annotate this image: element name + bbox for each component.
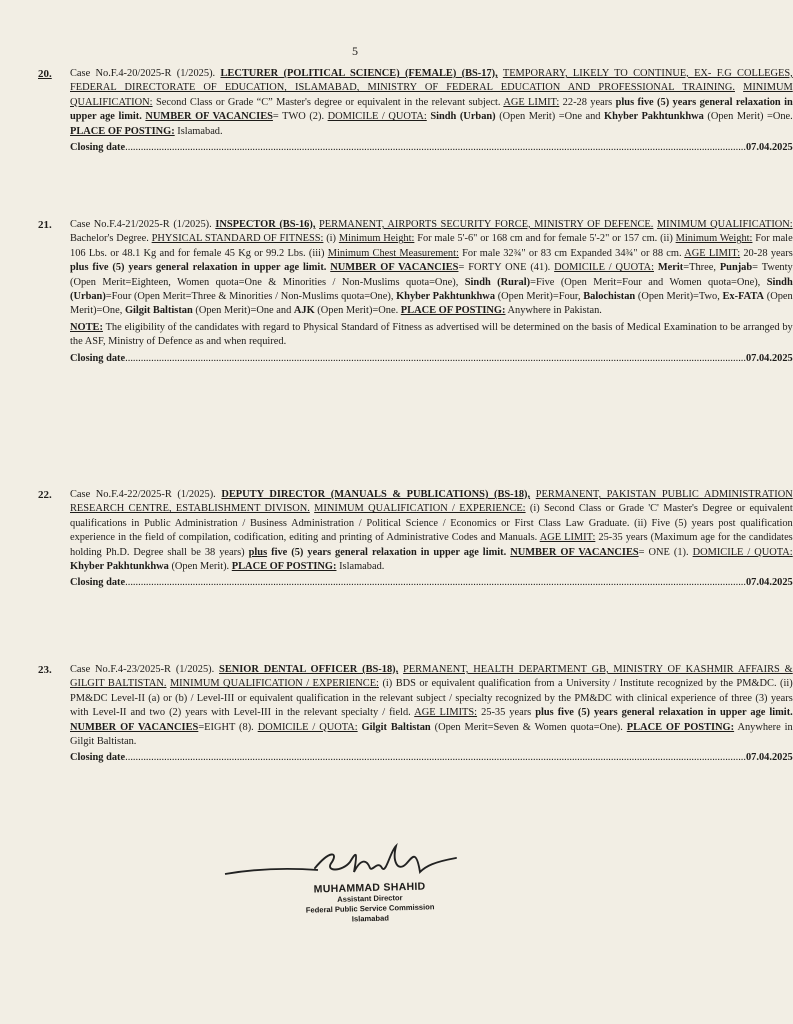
domicile-region: Sindh (Urban)	[430, 111, 496, 123]
posting-label: PLACE OF POSTING:	[70, 125, 175, 137]
domicile-detail: =Four (Open Merit=Three & Minorities / Non-Muslims quota=One),	[105, 291, 394, 303]
signatory-designation: Assistant Director	[337, 893, 403, 904]
weight-text: For male 106 Lbs. or 48.1 Kg and for female 45 Kg or 99.2 Lbs. (iii)	[70, 233, 793, 259]
domicile-region: Punjab	[719, 262, 753, 274]
domicile-region: Ex-FATA	[722, 291, 765, 303]
dot-leader	[125, 750, 746, 765]
closing-date-label: Closing date	[70, 752, 126, 764]
qualification-label: MINIMUM QUALIFICATION:	[656, 219, 793, 230]
age-limit-label: AGE LIMIT:	[539, 532, 596, 544]
signatory-city: Islamabad	[351, 913, 390, 924]
domicile-region: Sindh (Urban)	[70, 276, 793, 303]
age-relaxation: five (5) years general relaxation in upper age limit.	[271, 546, 507, 558]
domicile-detail: (Open Merit).	[171, 561, 230, 573]
domicile-detail: (Open Merit) =One and	[499, 111, 601, 123]
department: PERMANENT, AIRPORTS SECURITY FORCE, MINISTRY OF DEFENCE.	[319, 219, 654, 230]
height-label: Minimum Height:	[338, 233, 415, 245]
age-limit-value: 25-35 years (Maximum age for the candidates holding Ph.D. Degree shall be 38 years)	[70, 532, 793, 558]
domicile-detail: (Open Merit)=Two,	[637, 291, 720, 303]
vacancies-label: NUMBER OF VACANCIES	[510, 546, 639, 558]
age-plus: plus	[248, 546, 268, 558]
weight-label: Minimum Weight:	[675, 233, 753, 245]
domicile-detail: =Five (Open Merit=Four and Women quota=One),	[530, 276, 761, 288]
page-number: 5	[352, 44, 358, 58]
entry-body	[70, 218, 793, 366]
domicile-region: Balochistan	[583, 291, 636, 303]
age-limit-label: AGE LIMIT:	[684, 247, 741, 259]
entry-body	[70, 67, 793, 155]
note-text: The eligibility of the candidates with regard to Physical Standard of Fitness as advertised will be determined on the basis of Medical Examination to be arranged by the ASF, Ministry of Defence as and when required.	[70, 321, 793, 348]
height-text: For male 5'-6" or 168 cm and for female 5'-2" or 157 cm. (ii)	[417, 233, 673, 245]
domicile-region: Gilgit Baltistan	[124, 305, 193, 317]
age-relaxation: plus five (5) years general relaxation in upper age limit.	[70, 96, 793, 123]
chest-label: Minimum Chest Measurement:	[327, 247, 459, 259]
domicile-label: DOMICILE / QUOTA:	[692, 546, 793, 558]
domicile-detail: (Open Merit)=Four,	[497, 291, 581, 303]
vacancies-label: NUMBER OF VACANCIES	[330, 262, 459, 274]
case-number: Case No.F.4-22/2025-R (1/2025).	[70, 489, 216, 500]
entry-number: 22.	[38, 489, 52, 501]
closing-date-value: 07.04.2025	[745, 352, 793, 364]
age-limit-value: 25-35 years	[481, 707, 532, 719]
entry-body	[70, 663, 793, 765]
dot-leader	[125, 575, 746, 590]
post-title: INSPECTOR (BS-16),	[215, 219, 316, 230]
advertisement-entry-22	[38, 488, 793, 590]
qualification-label: MINIMUM QUALIFICATION:	[70, 82, 793, 108]
posting-value: Islamabad.	[339, 561, 385, 573]
domicile-region: Khyber Pakhtunkhwa	[396, 291, 496, 303]
vacancies-value: = TWO (2).	[272, 111, 325, 123]
domicile-region: AJK	[293, 305, 315, 317]
signature-block	[249, 879, 490, 927]
domicile-detail: (Open Merit)=One.	[317, 305, 399, 317]
vacancies-value: = ONE (1).	[638, 546, 689, 558]
entry-number: 21.	[38, 219, 52, 231]
signatory-name: MUHAMMAD SHAHID	[313, 880, 426, 896]
closing-date-row	[70, 750, 793, 765]
qualification-text: Bachelor's Degree.	[70, 233, 149, 245]
closing-date-label: Closing date	[70, 577, 126, 589]
note-label: NOTE:	[70, 321, 103, 333]
age-relaxation: plus five (5) years general relaxation in upper age limit.	[535, 707, 793, 719]
vacancies-label: NUMBER OF VACANCIES	[70, 721, 199, 733]
entry-number: 23.	[38, 664, 52, 676]
posting-value: Islamabad.	[177, 125, 223, 137]
domicile-region: Merit	[657, 262, 684, 274]
dot-leader	[125, 140, 746, 155]
post-title: LECTURER (POLITICAL SCIENCE) (FEMALE) (BS-17),	[220, 68, 498, 79]
qualification-label: MINIMUM QUALIFICATION / EXPERIENCE:	[169, 678, 379, 690]
domicile-detail: (Open Merit) =One.	[707, 111, 793, 123]
domicile-detail: (Open Merit)=One,	[70, 291, 793, 317]
closing-date-row	[70, 351, 793, 366]
closing-date-label: Closing date	[70, 352, 126, 364]
fitness-item-marker: (i)	[326, 233, 337, 245]
domicile-detail: (Open Merit=Seven & Women quota=One).	[434, 721, 623, 733]
domicile-detail: =Three,	[683, 262, 716, 274]
age-limit-label: AGE LIMIT:	[503, 96, 560, 108]
domicile-region: Khyber Pakhtunkhwa	[604, 111, 704, 123]
qualification-text: (i) BDS or equivalent qualification from a University / Institute recognized by the PM&DC. (ii) PM&DC Level-II (a) or (b) / Level-III or equivalent qualification in the relevant subject / specialty recognized by the PM&DC with clinical experience of three (3) years with Level-II and two (2) years with Level-III in the relevant specialty / field.	[70, 678, 793, 719]
closing-date-row	[70, 575, 793, 590]
post-title: DEPUTY DIRECTOR (MANUALS & PUBLICATIONS) (BS-18),	[221, 489, 531, 500]
age-limit-value: 20-28 years	[743, 247, 793, 259]
age-relaxation: plus five (5) years general relaxation in upper age limit.	[70, 262, 327, 274]
dot-leader	[125, 351, 746, 366]
entry-body	[70, 488, 793, 590]
posting-label: PLACE OF POSTING:	[231, 561, 337, 573]
closing-date-value: 07.04.2025	[745, 752, 793, 764]
domicile-region: Sindh (Rural)	[464, 276, 531, 288]
posting-label: PLACE OF POSTING:	[400, 305, 506, 317]
case-number: Case No.F.4-21/2025-R (1/2025).	[70, 219, 212, 230]
closing-date-label: Closing date	[70, 142, 126, 154]
advertisement-entry-20	[38, 67, 793, 155]
domicile-label: DOMICILE / QUOTA:	[554, 262, 654, 274]
vacancies-value: = FORTY ONE (41).	[458, 262, 551, 274]
signatory-organization: Federal Public Service Commission	[305, 902, 435, 915]
age-limit-value: 22-28 years	[562, 96, 613, 108]
domicile-region: Gilgit Baltistan	[361, 721, 431, 733]
closing-date-row	[70, 140, 793, 155]
post-title: SENIOR DENTAL OFFICER (BS-18),	[219, 664, 399, 675]
fitness-label: PHYSICAL STANDARD OF FITNESS:	[151, 233, 324, 245]
domicile-label: DOMICILE / QUOTA:	[257, 721, 358, 733]
chest-text: For male 32¾" or 83 cm Expanded 34¾" or 88 cm.	[462, 247, 682, 259]
case-number: Case No.F.4-23/2025-R (1/2025).	[70, 664, 215, 675]
advertisement-entry-21	[38, 218, 793, 366]
qualification-text: (i) Second Class or Grade 'C' Master's Degree or equivalent qualifications in Public Administration / Business Administration / Political Science / Economics or First Class Law Graduate. (ii) Five (5) years post qualification experience in the field of compilation, codification, editing and printing of Administrative Codes and Manuals.	[70, 503, 793, 544]
posting-value: Anywhere in Pakistan.	[507, 305, 602, 317]
domicile-label: DOMICILE / QUOTA:	[327, 111, 427, 123]
domicile-detail: = Twenty (Open Merit=Eighteen, Women quota=One & Minorities / Non-Muslims quota=One),	[70, 262, 793, 288]
qualification-text: Second Class or Grade “C” Master's degree or equivalent in the relevant subject.	[155, 96, 501, 108]
department: PERMANENT, PAKISTAN PUBLIC ADMINISTRATION RESEARCH CENTRE, ESTABLISHMENT DIVISON.	[70, 489, 793, 515]
domicile-region: Khyber Pakhtunkhwa	[70, 561, 169, 573]
closing-date-value: 07.04.2025	[745, 577, 793, 589]
department: TEMPORARY, LIKELY TO CONTINUE, EX- F.G COLLEGES, FEDERAL DIRECTORATE OF EDUCATION, ISLAMABAD, MINISTRY OF FEDERAL EDUCATION AND PROFESSIONAL TRAINING.	[70, 68, 793, 94]
entry-number: 20.	[38, 68, 52, 80]
vacancies-label: NUMBER OF VACANCIES	[145, 111, 273, 123]
advertisement-entry-23	[38, 663, 793, 765]
qualification-label: MINIMUM QUALIFICATION / EXPERIENCE:	[314, 503, 526, 515]
note-paragraph	[70, 321, 793, 350]
department: PERMANENT, HEALTH DEPARTMENT GB, MINISTRY OF KASHMIR AFFAIRS & GILGIT BALTISTAN.	[70, 664, 793, 690]
domicile-detail: (Open Merit)=One and	[195, 305, 292, 317]
vacancies-value: =EIGHT (8).	[198, 721, 254, 733]
posting-value: Anywhere in Gilgit Baltistan.	[70, 721, 793, 748]
age-limit-label: AGE LIMITS:	[414, 707, 478, 719]
case-number: Case No.F.4-20/2025-R (1/2025).	[70, 68, 216, 79]
closing-date-value: 07.04.2025	[745, 142, 793, 154]
posting-label: PLACE OF POSTING:	[626, 721, 735, 733]
